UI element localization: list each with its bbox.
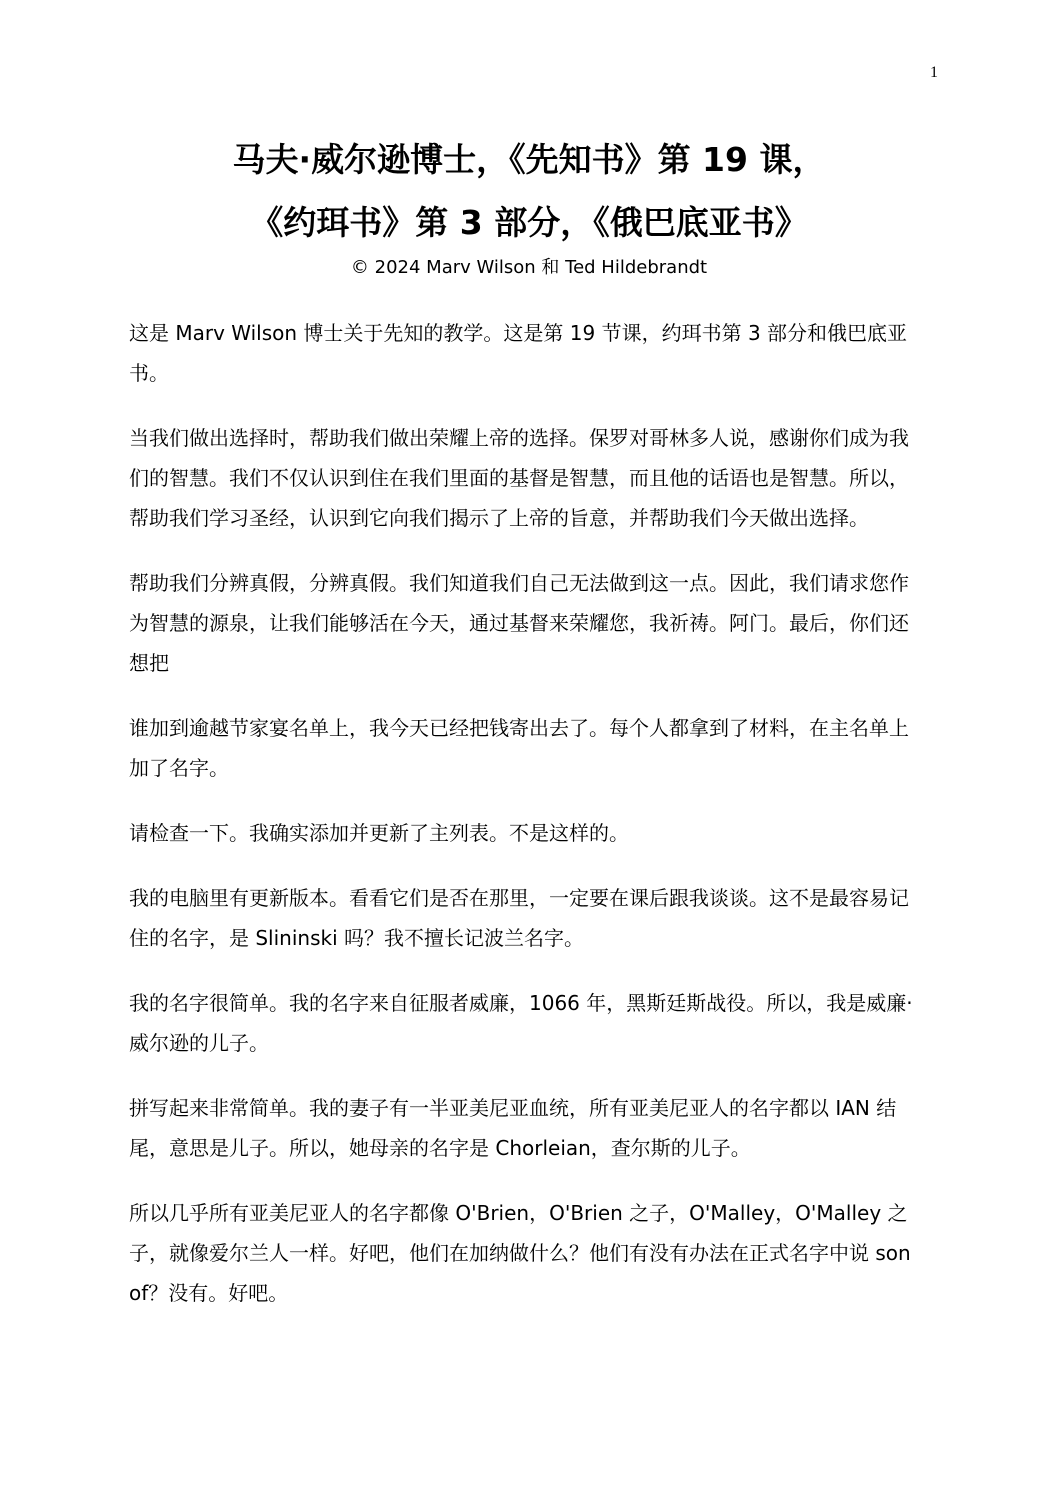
title-line-1: 马夫·威尔逊博士，《先知书》第 19 课， — [232, 140, 826, 179]
paragraph-2: 当我们做出选择时，帮助我们做出荣耀上帝的选择。保罗对哥林多人说，感谢你们成为我们的智慧。我们不仅认识到住在我们里面的基督是智慧，而且他的话语也是智慧。所以，帮助我们学习圣经，认识到它向我们揭示了上帝的旨意，并帮助我们今天做出选择。 — [129, 426, 909, 530]
paragraph-5: 请检查一下。我确实添加并更新了主列表。不是这样的。 — [129, 821, 629, 845]
paragraph-7: 我的名字很简单。我的名字来自征服者威廉，1066 年，黑斯廷斯战役。所以，我是威廉·威尔逊的儿子。 — [129, 991, 913, 1055]
paragraph-8: 拼写起来非常简单。我的妻子有一半亚美尼亚血统，所有亚美尼亚人的名字都以 IAN 结尾，意思是儿子。所以，她母亲的名字是 Chorleian，查尔斯的儿子。 — [129, 1096, 897, 1160]
copyright-line: © 2024 Marv Wilson 和 Ted Hildebrandt — [350, 257, 708, 278]
title-line-2: 《约珥书》第 3 部分，《俄巴底亚书》 — [250, 203, 808, 242]
paragraph-6: 我的电脑里有更新版本。看看它们是否在那里，一定要在课后跟我谈谈。这不是最容易记住的名字，是 Slininski 吗？我不擅长记波兰名字。 — [129, 886, 909, 950]
paragraph-3: 帮助我们分辨真假，分辨真假。我们知道我们自己无法做到这一点。因此，我们请求您作为智慧的源泉，让我们能够活在今天，通过基督来荣耀您，我祈祷。阿门。最后，你们还想把 — [129, 571, 909, 675]
body-text — [129, 313, 919, 1338]
paragraph-9: 所以几乎所有亚美尼亚人的名字都像 O'Brien，O'Brien 之子，O'Malley，O'Malley 之子，就像爱尔兰人一样。好吧，他们在加纳做什么？他们有没有办法在正式名字中说 son of？没有。好吧。 — [129, 1201, 911, 1305]
paragraph-4: 谁加到逾越节家宴名单上，我今天已经把钱寄出去了。每个人都拿到了材料，在主名单上加了名字。 — [129, 716, 909, 780]
paragraph-1: 这是 Marv Wilson 博士关于先知的教学。这是第 19 节课，约珥书第 3 部分和俄巴底亚书。 — [129, 321, 908, 385]
page-number: 1 — [930, 64, 938, 81]
